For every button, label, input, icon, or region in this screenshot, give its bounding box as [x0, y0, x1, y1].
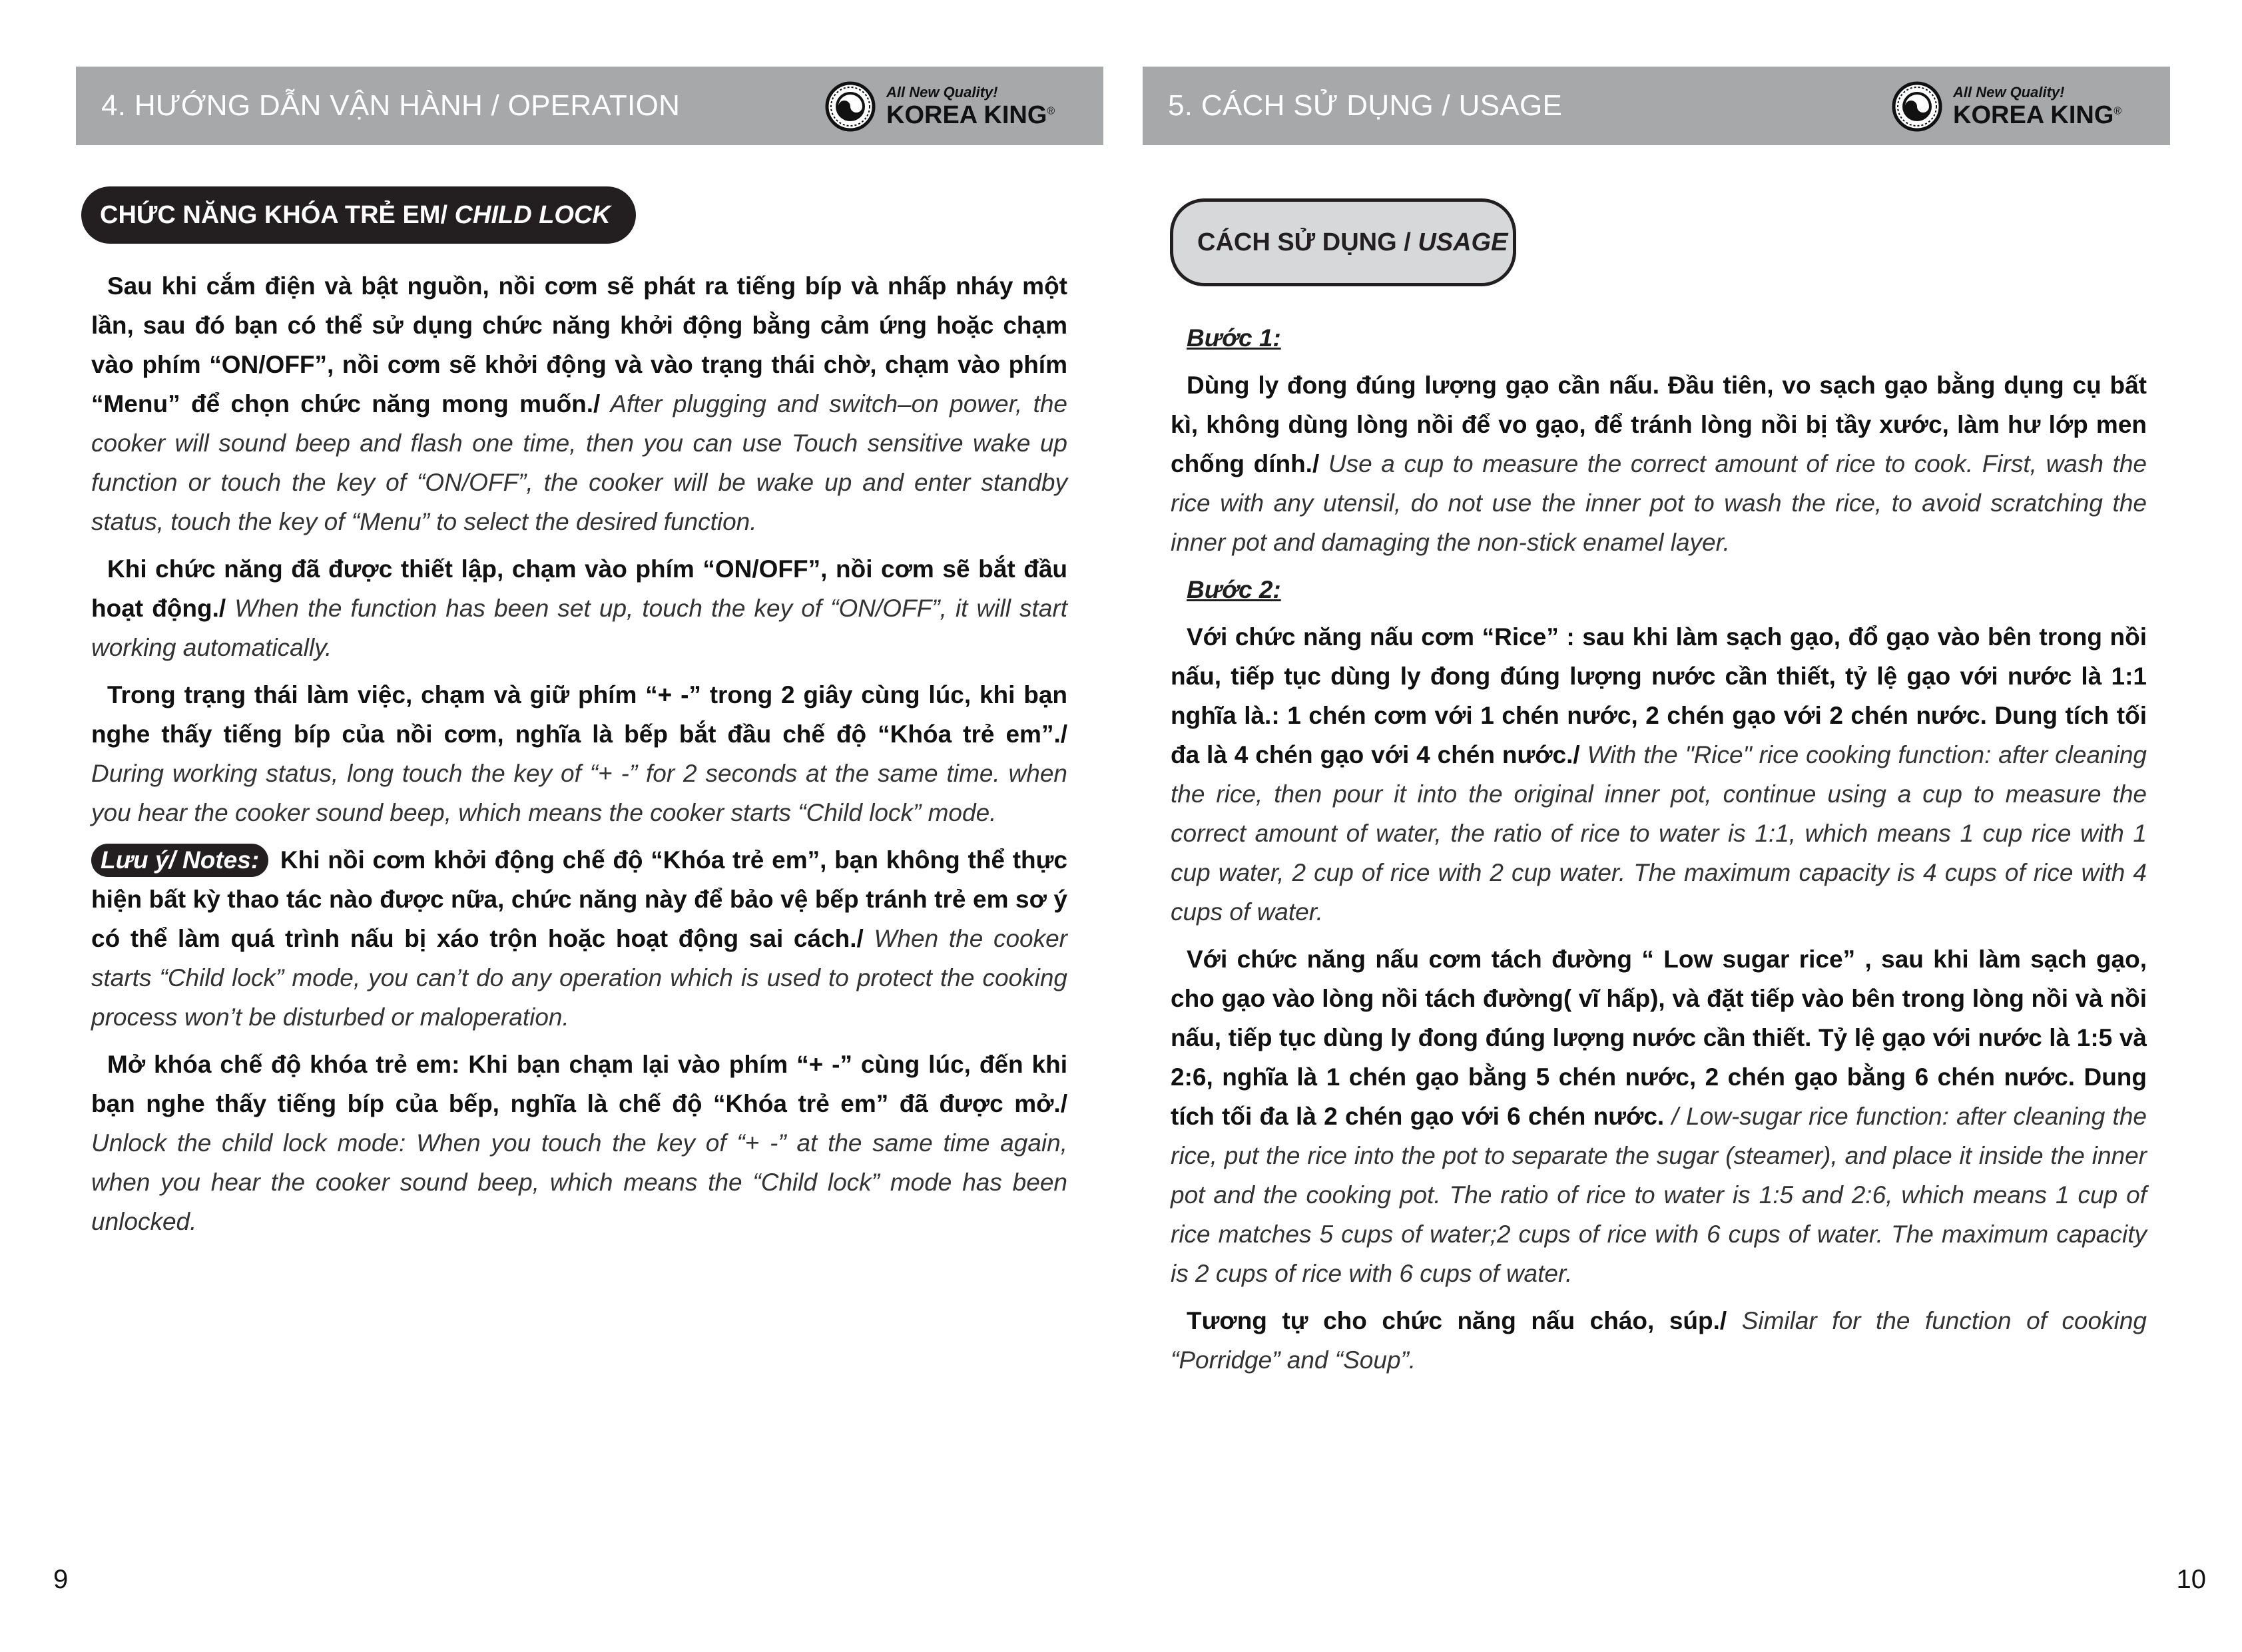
paragraph	[1171, 617, 2147, 932]
section-title-usage	[1170, 198, 1516, 286]
paragraph	[1171, 1301, 2147, 1380]
registered-mark: ®	[2113, 105, 2122, 117]
paragraph	[91, 549, 1067, 667]
similar-en: Similar for the function of cooking “Porridge” and “Soup”.	[1171, 1307, 2147, 1374]
logo-brand	[886, 101, 1055, 130]
note-en: When the cooker starts “Child lock” mode, you can’t do any operation which is used to protect the cooking process won’t be disturbed or maloperation.	[91, 925, 1068, 1031]
paragraph-vi: Sau khi cắm điện và bật nguồn, nồi cơm sẽ phát ra tiếng bíp và nhấp nháy một lần, sau đó bạn có thể sử dụng chức năng khởi động bằng cảm ứng hoặc chạm vào phím “ON/OFF”, nồi cơm sẽ khởi động và vào trạng thái chờ, chạm vào phím “Menu” để chọn chức năng mong muốn./	[91, 272, 1067, 417]
page-title: 4. HƯỚNG DẪN VẬN HÀNH / OPERATION	[101, 89, 681, 122]
section-title-en: CHILD LOCK	[454, 201, 611, 229]
paragraph-en: When the function has been set up, touch the key of “ON/OFF”, it will start working automatically.	[91, 595, 1067, 661]
paragraph	[91, 1045, 1067, 1241]
paragraph-vi: Trong trạng thái làm việc, chạm và giữ phím “+ -” trong 2 giây cùng lúc, khi bạn nghe thấy tiếng bíp của nồi cơm, nghĩa là bếp bắt đầu chế độ “Khóa trẻ em”./	[91, 681, 1067, 748]
step-2-label: Bước 2:	[1187, 576, 1281, 603]
left-body-text	[91, 266, 1067, 1249]
right-body-text	[1171, 318, 2147, 1388]
paragraph	[91, 675, 1067, 832]
paragraph-vi: Khi chức năng đã được thiết lập, chạm vào phím “ON/OFF”, nồi cơm sẽ bắt đầu hoạt động./	[91, 555, 1067, 622]
page-number: 10	[2176, 1565, 2206, 1594]
korea-king-logo-icon	[825, 81, 876, 132]
right-page	[1121, 0, 2242, 1652]
unlock-vi: Mở khóa chế độ khóa trẻ em: Khi bạn chạm lại vào phím “+ -” cùng lúc, đến khi bạn nghe thấy tiếng bíp của bếp, nghĩa là chế độ “Khóa trẻ em” đã được mở./	[91, 1051, 1067, 1117]
logo-brand	[1953, 101, 2121, 130]
paragraph	[1171, 940, 2147, 1293]
paragraph-en: After plugging and switch–on power, the cooker will sound beep and flash one time, then you can use Touch sensitive wake up function or touch the key of “ON/OFF”, the cooker will be wake up and enter standby status, touch the key of “Menu” to select the desired function.	[91, 390, 1068, 535]
unlock-en: Unlock the child lock mode: When you touch the key of “+ -” at the same time again, when you hear the cooker sound beep, which means the “Child lock” mode has been unlocked.	[91, 1129, 1067, 1235]
note-vi: Khi nồi cơm khởi động chế độ “Khóa trẻ em”, bạn không thể thực hiện bất kỳ thao tác nào được nữa, chức năng này để bảo vệ bếp tránh trẻ em sơ ý có thể làm quá trình nấu bị xáo trộn hoặc hoạt động sai cách./	[91, 846, 1067, 952]
low-sugar-vi: Với chức năng nấu cơm tách đường “ Low sugar rice” , sau khi làm sạch gạo, cho gạo vào lòng nồi tách đường( vĩ hấp), và đặt tiếp vào bên trong lòng nồi và nồi nấu, tiếp tục dùng ly đong đúng lượng nước cần thiết. Tỷ lệ gạo với nước là 1:5 và 2:6, nghĩa là 1 chén gạo bằng 5 chén nước, 2 chén gạo bằng 6 chén nước. Dung tích tối đa là 2 chén gạo với 6 chén nước.	[1171, 946, 2147, 1130]
registered-mark: ®	[1047, 105, 1055, 117]
low-sugar-en: / Low-sugar rice function: after cleaning the rice, put the rice into the pot to separate the sugar (steamer), and place it inside the inner pot and the cooking pot. The ratio of rice to water is 1:5 and 2:6, which means 1 cup of rice matches 5 cups of water;2 cups of rice with 6 cups of water. The maximum capacity is 2 cups of rice with 6 cups of water.	[1171, 1103, 2147, 1287]
section-title-child-lock	[81, 186, 636, 244]
step-1-en: Use a cup to measure the correct amount of rice to cook. First, wash the rice with any utensil, do not use the inner pot to wash the rice, to avoid scratching the inner pot and damaging the non-stick enamel layer.	[1171, 450, 2147, 556]
note-paragraph	[91, 840, 1067, 1037]
logo-tagline: All New Quality!	[1953, 84, 2065, 101]
rice-vi: Với chức năng nấu cơm “Rice” : sau khi làm sạch gạo, đổ gạo vào bên trong nồi nấu, tiếp tục dùng ly đong đúng lượng nước cần thiết, tỷ lệ gạo với nước là 1:1 nghĩa là.: 1 chén cơm với 1 chén nước, 2 chén gạo với 2 chén nước. Dung tích tối đa là 4 chén gạo với 4 chén nước./	[1171, 623, 2147, 768]
brand-logo	[825, 79, 1058, 133]
logo-brand-name: KOREA KING	[1953, 101, 2114, 129]
logo-brand-name: KOREA KING	[886, 101, 1047, 129]
similar-vi: Tương tự cho chức năng nấu cháo, súp./	[1187, 1307, 1727, 1334]
logo-tagline: All New Quality!	[886, 84, 998, 101]
section-title-en: USAGE	[1418, 228, 1508, 256]
rice-en: With the "Rice" rice cooking function: after cleaning the rice, then pour it into the original inner pot, continue using a cup to measure the correct amount of water, the ratio of rice to water is 1:1, which means 1 cup rice with 1 cup water, 2 cup of rice with 2 cup water. The maximum capacity is 4 cups of rice with 4 cups of water.	[1171, 741, 2147, 926]
notes-badge: Lưu ý/ Notes:	[91, 844, 268, 877]
page-title: 5. CÁCH SỬ DỤNG / USAGE	[1168, 89, 1563, 122]
step-1-label: Bước 1:	[1187, 324, 1281, 352]
page-number: 9	[53, 1565, 69, 1594]
paragraph	[1171, 366, 2147, 562]
step-1-vi: Dùng ly đong đúng lượng gạo cần nấu. Đầu tiên, vo sạch gạo bằng dụng cụ bất kì, không dùng lòng nồi để vo gạo, để tránh lòng nồi bị tầy xước, làm hư lớp men chống dính./	[1171, 372, 2147, 477]
section-title-vi: CHỨC NĂNG KHÓA TRẺ EM/	[100, 201, 447, 229]
header-bar	[76, 67, 1103, 145]
paragraph-en: During working status, long touch the key of “+ -” for 2 seconds at the same time. when you hear the cooker sound beep, which means the cooker starts “Child lock” mode.	[91, 760, 1067, 826]
paragraph	[91, 266, 1067, 541]
header-bar	[1143, 67, 2170, 145]
section-title-vi: CÁCH SỬ DỤNG /	[1197, 228, 1411, 256]
brand-logo	[1892, 79, 2125, 133]
korea-king-logo-icon	[1892, 81, 1942, 132]
